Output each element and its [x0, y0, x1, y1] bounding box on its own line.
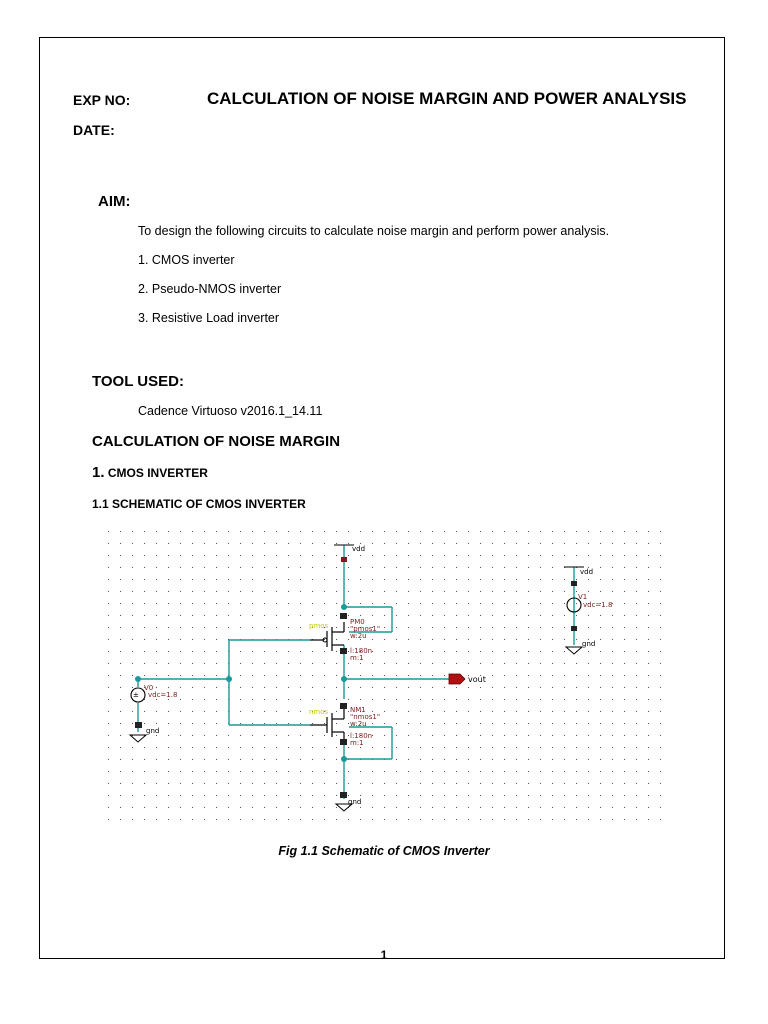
vdd-pin-marker — [341, 557, 347, 562]
vout-label: vout — [468, 675, 486, 684]
nmos-name-label: NM1 — [350, 706, 366, 714]
nmos-drain-pin — [340, 703, 347, 709]
pmos-l-label: l:180n — [350, 647, 373, 655]
v1-vdc-label: vdc=1.8 — [583, 601, 613, 609]
gnd-pin — [340, 792, 347, 798]
aim-heading: AIM: — [98, 193, 131, 210]
page-number: 1 — [380, 948, 388, 962]
pmos-w-label: w:2u — [350, 632, 367, 640]
nmos-model-label: nmos — [309, 708, 329, 716]
v1-gnd-label: gnd — [582, 640, 596, 648]
aim-item-resistive: 3. Resistive Load inverter — [138, 311, 280, 325]
v1-gnd-symbol — [566, 647, 582, 654]
page-title: CALCULATION OF NOISE MARGIN AND POWER ANALYSIS — [207, 89, 687, 108]
v0-plus-minus-icon: ± — [133, 691, 139, 699]
schematic-grid — [108, 531, 661, 820]
section-number: 1. — [92, 464, 105, 481]
pmos-drain-pin — [340, 648, 347, 654]
vdd-label: vdd — [352, 545, 366, 553]
pmos-m-label: m:1 — [350, 654, 364, 662]
aim-item-pseudo-nmos: 2. Pseudo-NMOS inverter — [138, 282, 282, 296]
cmos-inverter-schematic — [104, 527, 664, 832]
gnd-bottom-label: gnd — [348, 798, 362, 806]
exp-no-label: EXP NO: — [73, 92, 131, 108]
v1-name-label: V1 — [578, 593, 588, 601]
v0-gnd-label: gnd — [146, 727, 160, 735]
v0-pin — [135, 722, 142, 728]
nmos-w-label: w:2u — [350, 720, 367, 728]
v0-gnd-symbol — [130, 735, 146, 742]
wires — [138, 545, 574, 799]
aim-item-cmos: 1. CMOS inverter — [138, 253, 235, 267]
nmos-cell-label: "nmos1" — [350, 713, 381, 721]
section-title: CMOS INVERTER — [107, 466, 208, 480]
subsection-heading: 1.1 SCHEMATIC OF CMOS INVERTER — [92, 497, 306, 511]
v0-vdc-label: vdc=1.8 — [148, 691, 178, 699]
nmos-l-label: l:180n — [350, 732, 373, 740]
date-label: DATE: — [73, 122, 115, 138]
v1-bottom-pin — [571, 626, 577, 631]
section-1-heading — [92, 464, 208, 481]
pmos-name-label: PM0 — [350, 618, 365, 626]
calc-heading: CALCULATION OF NOISE MARGIN — [92, 433, 341, 450]
v1-top-pin — [571, 581, 577, 586]
v0-name-label: V0 — [144, 684, 154, 692]
figure-caption: Fig 1.1 Schematic of CMOS Inverter — [278, 844, 490, 858]
vout-pin — [449, 674, 465, 684]
pmos-model-label: pmos — [309, 622, 329, 630]
tool-text: Cadence Virtuoso v2016.1_14.11 — [138, 404, 323, 418]
pmos-source-pin — [340, 613, 347, 619]
nmos-source-pin — [340, 739, 347, 745]
v1-vdd-label: vdd — [580, 568, 594, 576]
nmos-m-label: m:1 — [350, 739, 364, 747]
tool-heading: TOOL USED: — [92, 373, 184, 390]
pmos-cell-label: "pmos1" — [350, 625, 381, 633]
aim-text: To design the following circuits to calculate noise margin and perform power analysis. — [138, 224, 610, 238]
